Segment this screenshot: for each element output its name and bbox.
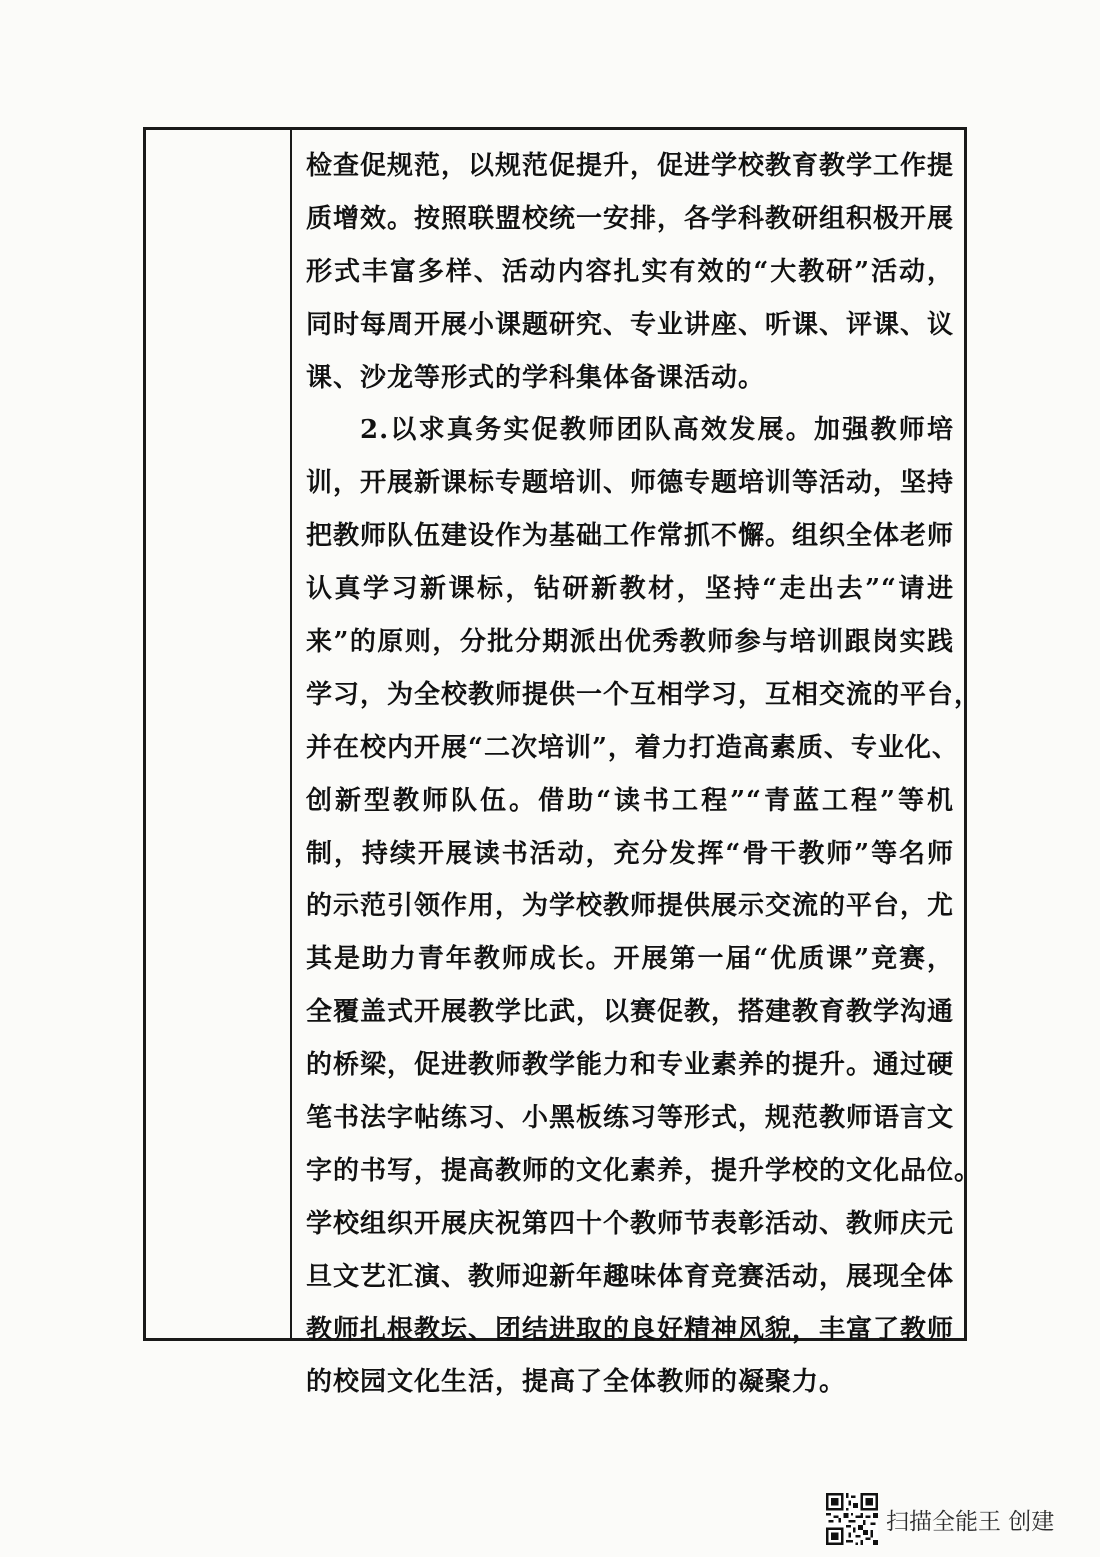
text-line: 旦文艺汇演、教师迎新年趣味体育竞赛活动，展现全体 [306, 1261, 955, 1292]
text-line: 其是助力青年教师成长。开展第一届“优质课”竞赛， [306, 944, 954, 975]
text-line: 的桥梁，促进教师教学能力和专业素养的提升。通过硬 [306, 1050, 955, 1081]
scanner-watermark [826, 1488, 1054, 1550]
report-table [143, 127, 982, 1398]
table-column-divider [290, 130, 292, 1338]
text-line: 同时每周开展小课题研究、专业讲座、听课、评课、议 [306, 309, 955, 340]
text-line: 2.以求真务实促教师团队高效发展。加强教师培 [360, 415, 954, 446]
text-line: 学习，为全校教师提供一个互相学习，互相交流的平台， [306, 679, 982, 710]
text-line: 并在校内开展“二次培训”，着力打造高素质、专业化、 [306, 732, 959, 763]
watermark-text: 扫描全能王 创建 [886, 1508, 1055, 1535]
text-line: 质增效。按照联盟校统一安排，各学科教研组积极开展 [306, 203, 955, 234]
text-line: 教师扎根教坛、团结进取的良好精神风貌，丰富了教师 [306, 1314, 955, 1345]
text-line: 笔书法字帖练习、小黑板练习等形式，规范教师语言文 [306, 1103, 955, 1134]
text-line: 制，持续开展读书活动，充分发挥“骨干教师”等名师 [306, 838, 954, 869]
text-line: 来”的原则，分批分期派出优秀教师参与培训跟岗实践 [306, 627, 954, 658]
text-line: 的示范引领作用，为学校教师提供展示交流的平台，尤 [306, 891, 955, 922]
text-line: 形式丰富多样、活动内容扎实有效的“大教研”活动， [306, 256, 954, 287]
text-line: 检查促规范，以规范促提升，促进学校教育教学工作提 [306, 151, 955, 181]
text-line: 把教师队伍建设作为基础工作常抓不懈。组织全体老师 [306, 521, 955, 552]
text-line: 训，开展新课标专题培训、师德专题培训等活动，坚持 [306, 468, 955, 499]
text-line: 学校组织开展庆祝第四十个教师节表彰活动、教师庆元 [306, 1208, 955, 1239]
text-line: 创新型教师队伍。借助“读书工程”“青蓝工程”等机 [306, 785, 954, 816]
qr-code-icon [826, 1493, 878, 1545]
text-line: 全覆盖式开展教学比武，以赛促教，搭建教育教学沟通 [306, 997, 955, 1028]
text-line: 认真学习新课标，钻研新教材，坚持“走出去”“请进 [306, 574, 954, 605]
text-line: 的校园文化生活，提高了全体教师的凝聚力。 [306, 1367, 847, 1398]
text-line: 字的书写，提高教师的文化素养，提升学校的文化品位。 [306, 1155, 982, 1186]
text-line: 课、沙龙等形式的学科集体备课活动。 [306, 362, 766, 393]
body-text [306, 140, 982, 1409]
